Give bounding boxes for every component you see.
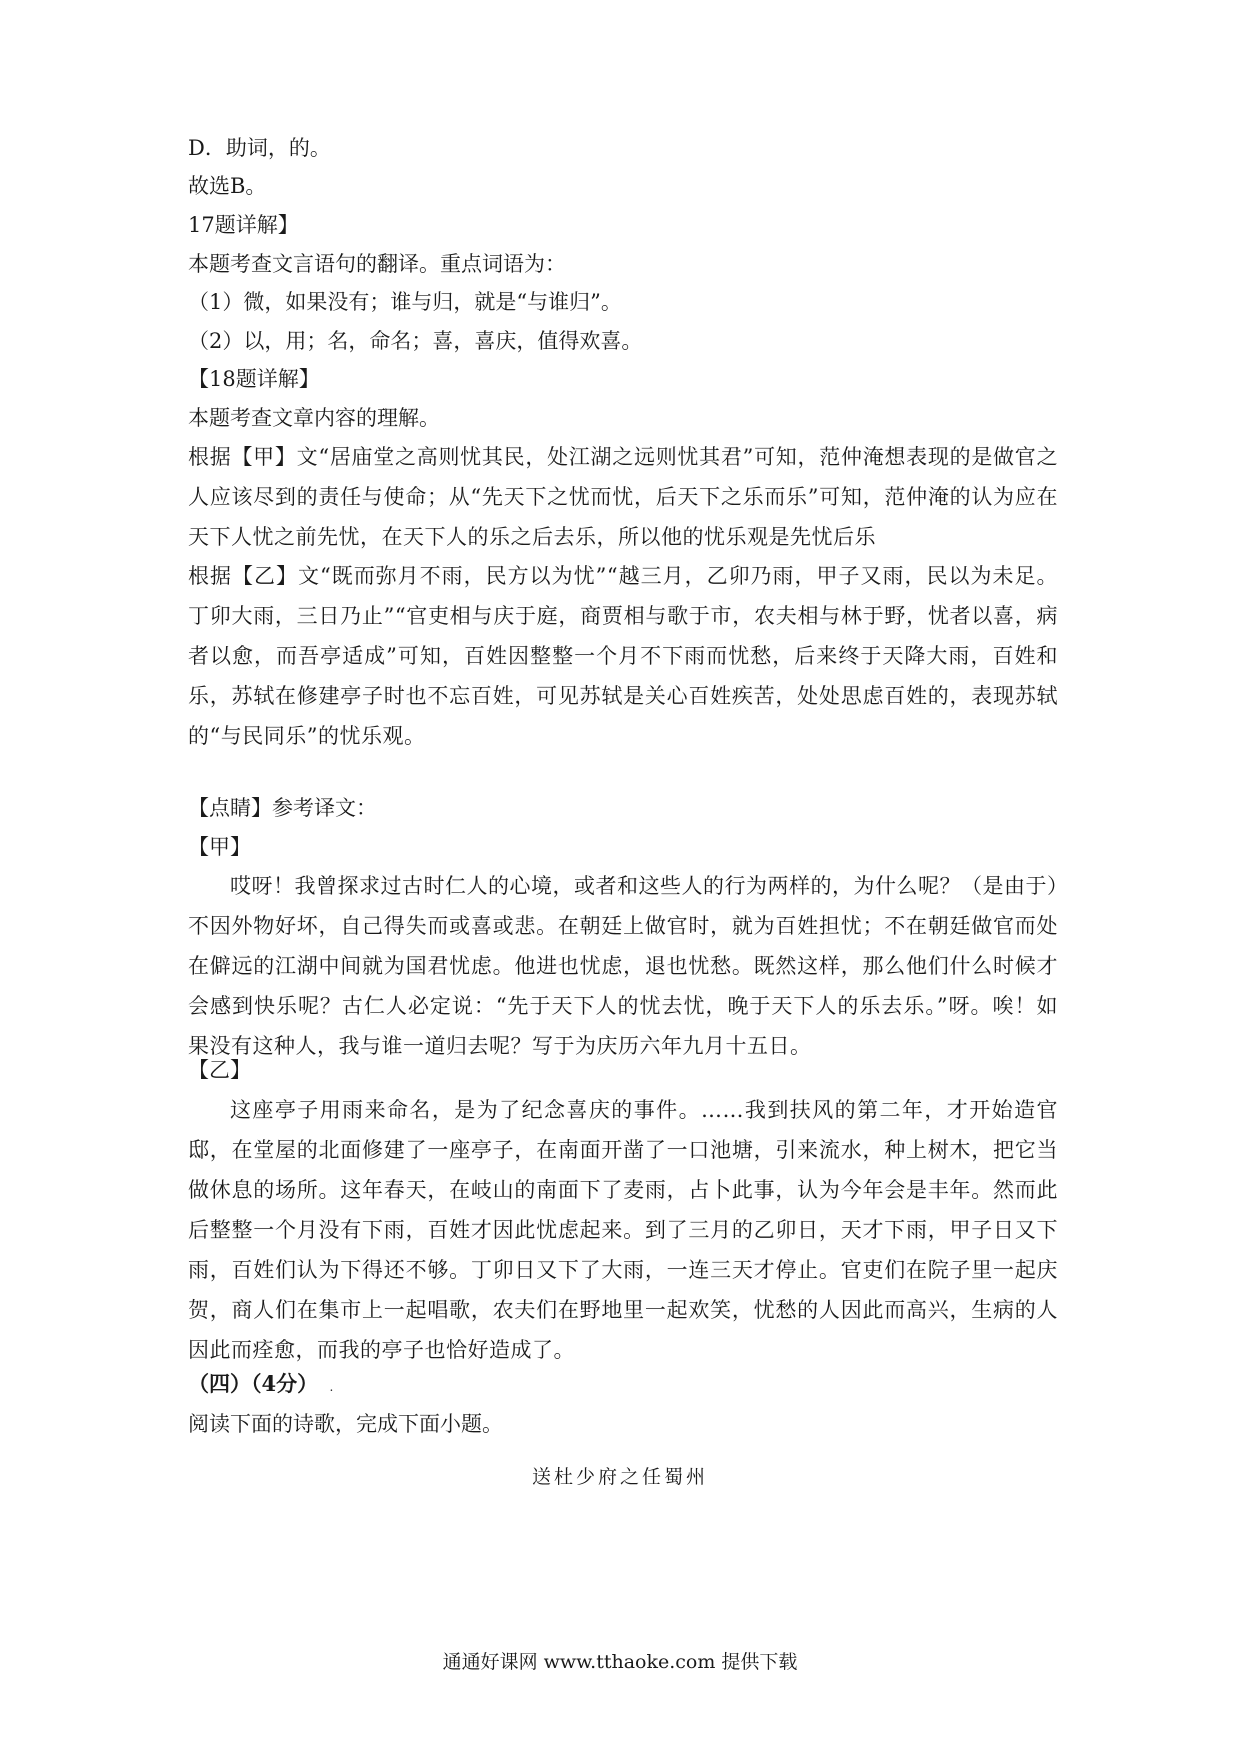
- poem-instruction: 阅读下面的诗歌，完成下面小题。: [188, 1412, 503, 1436]
- answer-option-d: D．助词，的。: [188, 136, 331, 160]
- q17-point-1: （1）微，如果没有；谁与归，就是“与谁归”。: [188, 290, 622, 314]
- q18-analysis-jia: 根据【甲】文“居庙堂之高则忧其民，处江湖之远则忧其君”可知，范仲淹想表现的是做官之人应该尽到的责任与使命；从“先天下之忧而忧，后天下之乐而乐”可知，范仲淹的认为应在天下人忧之前先忧，在天下人的乐之后去乐，所以他的忧乐观是先忧后乐: [188, 445, 1058, 549]
- answer-choice: 故选B。: [188, 174, 267, 198]
- q17-point-2: （2）以，用；名，命名；喜，喜庆，值得欢喜。: [188, 329, 643, 353]
- q18-heading: 【18题详解】: [188, 367, 320, 391]
- yi-translation: 这座亭子用雨来命名，是为了纪念喜庆的事件。……我到扶风的第二年，才开始造官邸，在堂屋的北面修建了一座亭子，在南面开凿了一口池塘，引来流水，种上树木，把它当做休息的场所。这年春天，在岐山的南面下了麦雨，占卜此事，认为今年会是丰年。然而此后整整一个月没有下雨，百姓才因此忧虑起来。到了三月的乙卯日，天才下雨，甲子日又下雨，百姓们认为下得还不够。丁卯日又下了大雨，一连三天才停止。官吏们在院子里一起庆贺，商人们在集市上一起唱歌，农夫们在野地里一起欢笑，忧愁的人因此而高兴，生病的人因此而痊愈，而我的亭子也恰好造成了。: [188, 1098, 1058, 1362]
- q17-intro: 本题考查文言语句的翻译。重点词语为：: [188, 252, 566, 276]
- section-four-mark: .: [329, 1380, 334, 1394]
- poem-title: 送杜少府之任蜀州: [531, 1466, 708, 1488]
- section-four-heading: [188, 1370, 333, 1401]
- q17-heading: 17题详解】: [188, 213, 299, 237]
- q18-analysis-yi: 根据【乙】文“既而弥月不雨，民方以为忧”“越三月，乙卯乃雨，甲子又雨，民以为未足。丁卯大雨，三日乃止”“官吏相与庆于庭，商贾相与歌于市，农夫相与林于野，忧者以喜，病者以愈，而吾亭适成”可知，百姓因整整一个月不下雨而忧愁，后来终于天降大雨，百姓和乐，苏轼在修建亭子时也不忘百姓，可见苏轼是关心百姓疾苦，处处思虑百姓的，表现苏轼的“与民同乐”的忧乐观。: [188, 564, 1058, 748]
- dianjing-heading: 【点睛】参考译文：: [188, 796, 377, 820]
- section-four-label: （四）（4分）: [188, 1371, 319, 1396]
- yi-label: 【乙】: [188, 1058, 251, 1082]
- footer-credit: 通通好课网 www.tthaoke.com 提供下载: [442, 1651, 798, 1673]
- jia-label: 【甲】: [188, 835, 251, 859]
- q18-intro: 本题考查文章内容的理解。: [188, 406, 440, 430]
- jia-translation: 哎呀！我曾探求过古时仁人的心境，或者和这些人的行为两样的，为什么呢？（是由于）不因外物好坏，自己得失而或喜或悲。在朝廷上做官时，就为百姓担忧；不在朝廷做官而处在僻远的江湖中间就为国君忧虑。他进也忧虑，退也忧愁。既然这样，那么他们什么时候才会感到快乐呢？古仁人必定说：“先于天下人的忧去忧，晚于天下人的乐去乐。”呀。唉！如果没有这种人，我与谁一道归去呢？写于为庆历六年九月十五日。: [188, 874, 1058, 1058]
